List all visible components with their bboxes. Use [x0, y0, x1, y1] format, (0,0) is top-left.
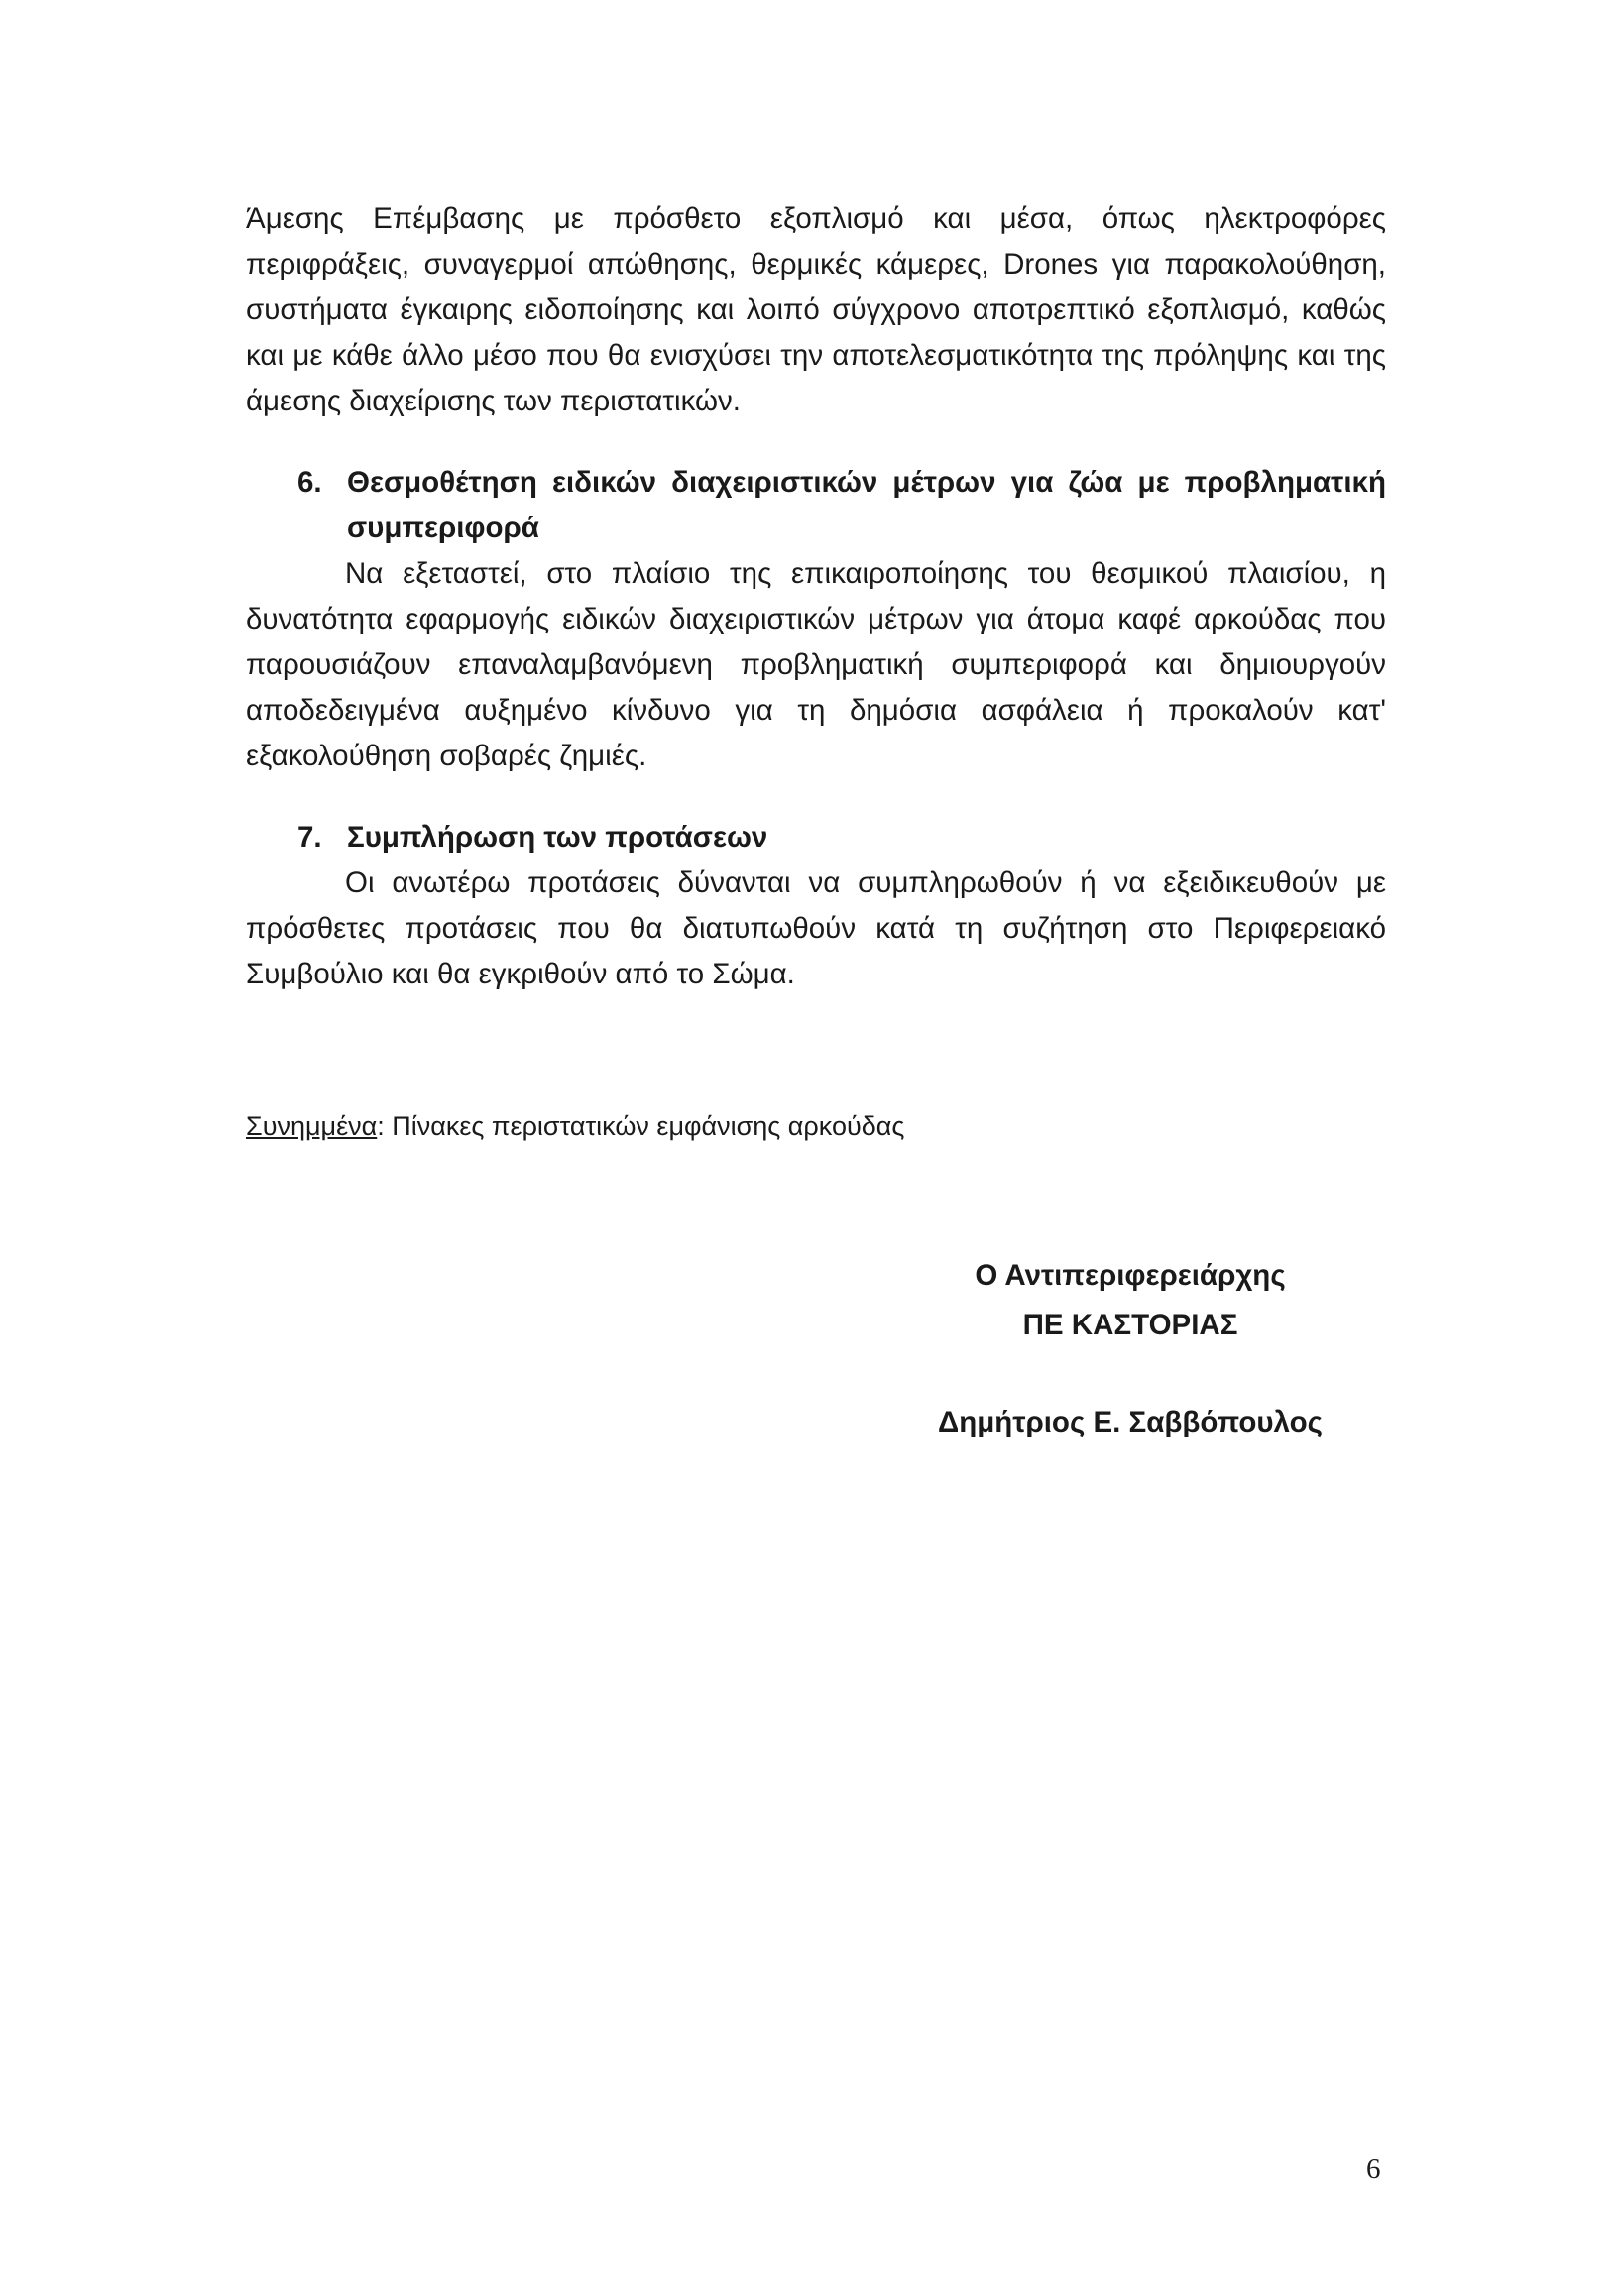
section-7-title: Συμπλήρωση των προτάσεων: [347, 821, 768, 854]
section-7-number: 7.: [297, 821, 322, 854]
signature-role: Ο Αντιπεριφερειάρχης: [975, 1259, 1286, 1292]
signature-unit: ΠΕ ΚΑΣΤΟΡΙΑΣ: [1022, 1309, 1238, 1341]
section-6-body: Να εξεταστεί, στο πλαίσιο της επικαιροποίησης του θεσμικού πλαισίου, η δυνατότητα εφαρμογής ειδικών διαχειριστικών μέτρων για άτομα καφέ αρκούδας που παρουσιάζουν επαναλαμβανόμενη προβληματική συμπεριφορά και δημιουργούν αποδεδειγμένα αυξημένο κίνδυνο για τη δημόσια ασφάλεια ή προκαλούν κατ' εξακολούθηση σοβαρές ζημιές.: [246, 557, 1386, 772]
document-body: [246, 196, 1386, 1146]
attachments-label: Συνημμένα: [246, 1111, 378, 1141]
page-number: 6: [1366, 2153, 1381, 2185]
signature-block: [892, 1251, 1368, 1447]
section-6-number: 6.: [297, 466, 322, 499]
attachments-separator: :: [377, 1111, 385, 1141]
attachments-line: [246, 1106, 1386, 1146]
continuation-paragraph: Άμεσης Επέμβασης με πρόσθετο εξοπλισμό και μέσα, όπως ηλεκτροφόρες περιφράξεις, συναγερμοί απώθησης, θερμικές κάμερες, Drones για παρακολούθηση, συστήματα έγκαιρης ειδοποίησης και λοιπό σύγχρονο αποτρεπτικό εξοπλισμό, καθώς και με κάθε άλλο μέσο που θα ενισχύσει την αποτελεσματικότητα της πρόληψης και της άμεσης διαχείρισης των περιστατικών.: [246, 202, 1386, 417]
section-7-body: Οι ανωτέρω προτάσεις δύνανται να συμπληρωθούν ή να εξειδικευθούν με πρόσθετες προτάσεις που θα διατυπωθούν κατά τη συζήτηση στο Περιφερειακό Συμβούλιο και θα εγκριθούν από το Σώμα.: [246, 866, 1386, 990]
section-7: [246, 815, 1386, 997]
signature-name: Δημήτριος Ε. Σαββόπουλος: [938, 1406, 1323, 1438]
section-6: [246, 460, 1386, 779]
section-6-heading: [246, 460, 1386, 551]
attachments-text: Πίνακες περιστατικών εμφάνισης αρκούδας: [384, 1111, 905, 1141]
section-7-heading: [246, 815, 1386, 861]
section-6-title: Θεσμοθέτηση ειδικών διαχειριστικών μέτρων για ζώα με προβληματική συμπεριφορά: [347, 466, 1386, 544]
